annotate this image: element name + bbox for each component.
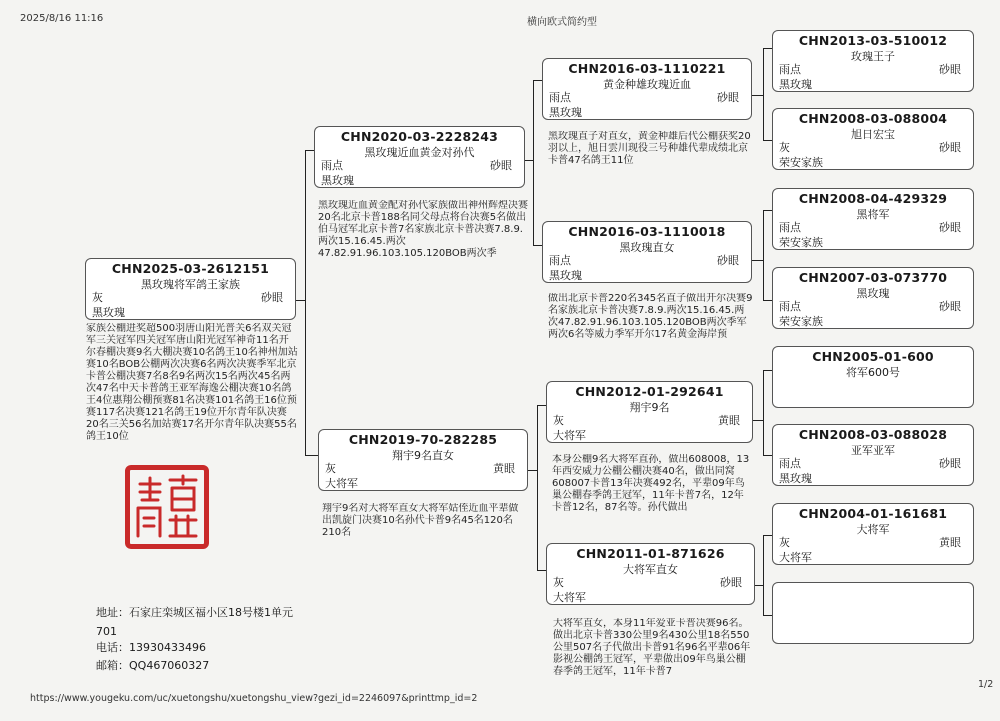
- email: 邮箱：QQ467060327: [96, 659, 210, 672]
- ring-number: CHN2019-70-282285: [348, 432, 498, 447]
- pigeon-name: 大将军: [856, 523, 890, 536]
- owner: 黑玫瑰: [779, 78, 812, 91]
- page-number: 1/2: [978, 679, 994, 690]
- subject-description: 家族公棚进奖超500羽唐山阳光普关6名双关冠军三关冠军四关冠军唐山阳光冠军神奇11名开尔春棚决赛9名大棚决赛10名鸽王10名神州加站赛10名BOB公棚两次决赛6名两次决赛季军北京卡普公棚决赛7名8名9名两次15名两次45名两次47名中天卡普鸽王亚军海逸公棚决赛10名鸽王4位惠翔公棚预赛81名决赛101名鸽王16位预赛117名决赛121名鸽王19位开尔青年队决赛20名三关56名加站赛17名开尔青年队决赛55名鸽王10位: [86, 323, 298, 442]
- pigeon-card-sire-sire[interactable]: [542, 58, 752, 120]
- pigeon-name: 玫瑰王子: [851, 50, 895, 63]
- eye-type: 黄眼: [939, 536, 961, 549]
- owner: 大将军: [779, 551, 812, 564]
- dam-description: 翔宇9名对大将军直女大将军姑侄近血平辈做出凯旋门决赛10名孙代卡普9名45名120名210名: [322, 503, 519, 538]
- owner: 荣安家族: [779, 156, 823, 169]
- pigeon-name: 黑玫瑰直女: [619, 241, 675, 254]
- eye-type: 砂眼: [939, 63, 961, 76]
- sire-description: 黑玫瑰近血黄金配对孙代家族做出神州辉煌决赛20名北京卡普188名同父母点将台决赛5名做出伯马冠军北京卡普7名家族北京卡普决赛7.8.9.两次15.16.45.两次47.82.91.96.103.105.120BOB两次季: [318, 200, 528, 259]
- feather-color: 雨点: [549, 91, 571, 104]
- pigeon-name: 亚军亚军: [851, 444, 895, 457]
- ring-number: CHN2004-01-161681: [798, 506, 948, 521]
- feather-color: 灰: [92, 291, 103, 304]
- pigeon-card-g4-5[interactable]: [772, 346, 974, 408]
- pigeon-card-subject[interactable]: [85, 258, 296, 320]
- pigeon-card-g4-3[interactable]: [772, 188, 974, 250]
- ring-number: CHN2012-01-292641: [575, 384, 724, 399]
- connector: [763, 210, 772, 211]
- connector: [763, 615, 772, 616]
- feather-color: 雨点: [779, 457, 801, 470]
- feather-color: 灰: [779, 536, 790, 549]
- feather-color: 灰: [553, 576, 564, 589]
- connector: [763, 455, 772, 456]
- eye-type: 砂眼: [939, 141, 961, 154]
- eye-type: 砂眼: [720, 576, 742, 589]
- connector: [763, 210, 764, 300]
- pigeon-card-dam-dam[interactable]: [546, 543, 755, 605]
- pigeon-name: 翔宇9名直女: [392, 449, 454, 462]
- feather-color: 雨点: [321, 159, 343, 172]
- ring-number: CHN2016-03-1110018: [568, 224, 726, 239]
- connector: [752, 260, 764, 261]
- owner: 黑玫瑰: [779, 472, 812, 485]
- print-datetime: 2025/8/16 11:16: [20, 13, 104, 24]
- pigeon-card-g4-7[interactable]: [772, 503, 974, 565]
- connector: [752, 95, 764, 96]
- connector: [305, 455, 319, 456]
- pigeon-card-g4-1[interactable]: [772, 30, 974, 92]
- owner: 黑玫瑰: [549, 106, 582, 119]
- feather-color: 灰: [779, 141, 790, 154]
- pigeon-card-dam-sire[interactable]: [546, 381, 753, 443]
- eye-type: 砂眼: [717, 254, 739, 267]
- address-line: 地址：石家庄栾城区福小区18号楼1单元: [96, 606, 293, 619]
- connector: [296, 300, 306, 301]
- feather-color: 灰: [325, 462, 336, 475]
- ring-number: CHN2008-03-088004: [798, 111, 948, 126]
- connector: [763, 535, 764, 615]
- pigeon-name: 黑玫瑰近血黄金对孙代: [364, 146, 475, 159]
- sire-dam-description: 做出北京卡普220名345名直子做出开尔决赛9名家族北京卡普决赛7.8.9.两次15.16.45.两次47.82.91.96.103.105.120BOB两次季军两次6名等威力季军开尔17名黄金海岸预: [548, 293, 753, 340]
- pigeon-name: 黑将军: [856, 208, 890, 221]
- owner: 荣安家族: [779, 236, 823, 249]
- feather-color: 雨点: [779, 221, 801, 234]
- connector: [525, 160, 534, 161]
- owner: 大将军: [553, 429, 586, 442]
- connector: [763, 300, 772, 301]
- connector: [753, 420, 764, 421]
- connector: [755, 585, 764, 586]
- feather-color: 雨点: [779, 63, 801, 76]
- ring-number: CHN2007-03-073770: [798, 270, 948, 285]
- connector: [533, 80, 534, 245]
- owner: 荣安家族: [779, 315, 823, 328]
- feather-color: 雨点: [549, 254, 571, 267]
- pigeon-card-g4-4[interactable]: [772, 267, 974, 329]
- eye-type: 砂眼: [717, 91, 739, 104]
- ring-number: CHN2008-03-088028: [798, 427, 948, 442]
- eye-type: 砂眼: [939, 457, 961, 470]
- eye-type: 黄眼: [718, 414, 740, 427]
- connector: [763, 48, 764, 140]
- connector: [305, 150, 306, 455]
- eye-type: 黄眼: [493, 462, 515, 475]
- pigeon-name: 翔宇9名: [629, 401, 670, 414]
- red-seal-stamp: [125, 465, 209, 549]
- owner: 黑玫瑰: [92, 306, 125, 319]
- pigeon-name: 黑玫瑰将军鸽王家族: [141, 278, 240, 291]
- pigeon-name: 旭日宏宝: [851, 128, 895, 141]
- eye-type: 砂眼: [939, 300, 961, 313]
- pigeon-card-g4-8[interactable]: [772, 582, 974, 644]
- feather-color: 雨点: [779, 300, 801, 313]
- ring-number: CHN2020-03-2228243: [340, 129, 499, 144]
- connector: [763, 370, 772, 371]
- eye-type: 砂眼: [939, 221, 961, 234]
- ring-number: CHN2011-01-871626: [576, 546, 725, 561]
- connector: [763, 48, 772, 49]
- owner: 黑玫瑰: [549, 269, 582, 282]
- pigeon-name: 黄金种雄玫瑰近血: [603, 78, 691, 91]
- ring-number: CHN2005-01-600: [812, 349, 934, 364]
- connector: [537, 405, 538, 570]
- owner: 黑玫瑰: [321, 174, 354, 187]
- ring-number: CHN2013-03-510012: [798, 33, 948, 48]
- address-line-2: 701: [96, 625, 117, 638]
- phone: 电话：13930433496: [96, 641, 206, 654]
- pigeon-card-g4-6[interactable]: [772, 424, 974, 486]
- pigeon-name: 黑玫瑰: [856, 287, 890, 300]
- dam-dam-description: 大将军直女，本身11年爱亚卡普决赛96名。做出北京卡普330公里9名430公里18名550公里507名子代做出卡普91名96名平辈06年影视公棚鸽王冠军，平辈做出09年鸟巢公棚春季鸽王冠军，11年卡普7: [553, 618, 751, 677]
- page-url: https://www.yougeku.com/uc/xuetongshu/xuetongshu_view?gezi_id=2246097&printtmp_id=2: [30, 693, 478, 704]
- pigeon-name: 大将军直女: [623, 563, 678, 576]
- ring-number: CHN2008-04-429329: [798, 191, 948, 206]
- eye-type: 砂眼: [261, 291, 283, 304]
- template-title: 横向欧式简约型: [527, 17, 597, 28]
- pigeon-card-dam[interactable]: [318, 429, 528, 491]
- feather-color: 灰: [553, 414, 564, 427]
- owner: 大将军: [553, 591, 586, 604]
- owner: 大将军: [325, 477, 358, 490]
- connector: [528, 470, 538, 471]
- connector: [763, 140, 772, 141]
- dam-sire-description: 本身公棚9名大将军直孙，做出608008，13年西安威力公棚公棚决赛40名，做出同窝608007卡普13年决赛492名，平辈09年鸟巢公棚春季鸽王冠军，11年卡普7名，12年卡普12名，87名等。孙代做出: [552, 454, 750, 513]
- sire-sire-description: 黑玫瑰直子对直女，黄金种雄后代公棚获奖20羽以上，旭日雲川现役三号种雄代辈成绩北京卡普47名鸽王11位: [548, 131, 751, 166]
- pigeon-card-sire[interactable]: [314, 126, 525, 188]
- connector: [763, 370, 764, 455]
- seal-glyph-icon: [130, 470, 204, 544]
- pigeon-card-g4-2[interactable]: [772, 108, 974, 170]
- pigeon-card-sire-dam[interactable]: [542, 221, 752, 283]
- ring-number: CHN2025-03-2612151: [111, 261, 270, 276]
- eye-type: 砂眼: [490, 159, 512, 172]
- connector: [763, 535, 772, 536]
- pigeon-name: 将军600号: [846, 366, 900, 379]
- ring-number: CHN2016-03-1110221: [568, 61, 726, 76]
